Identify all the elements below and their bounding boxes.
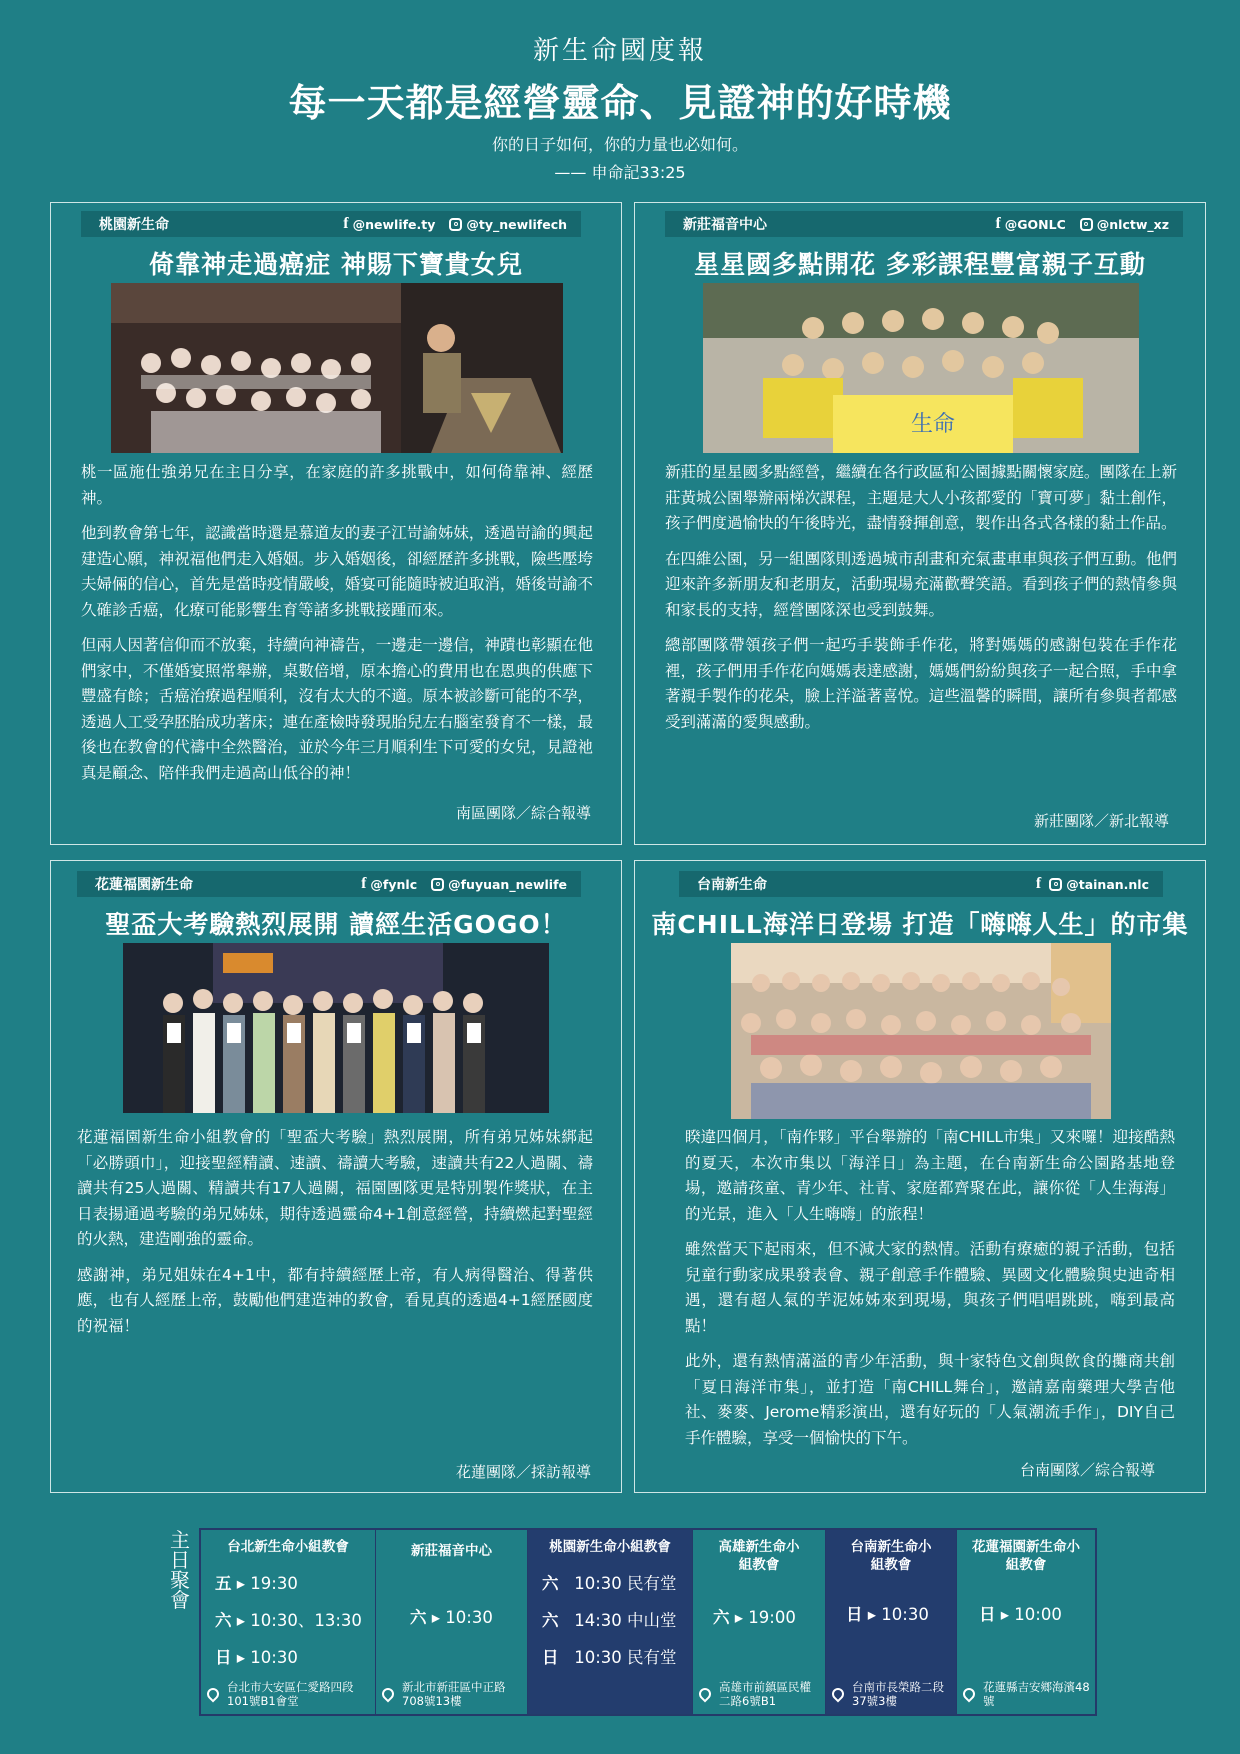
article-photo — [111, 283, 563, 453]
schedule-address: 高雄市前鎮區民權二路6號B1 — [699, 1680, 821, 1708]
schedule-address: 台南市長榮路二段37號3樓 — [832, 1680, 952, 1708]
article-paragraph: 但兩人因著信仰而不放棄，持續向神禱告，一邊走一邊信，神蹟也彰顯在他們家中，不僅婚宴照常舉辦，桌數倍增，原本擔心的費用也在恩典的供應下豐盛有餘；舌癌治療過程順利，沒有太大的不適。原本被診斷可能的不孕，透過人工受孕胚胎成功著床；連在產檢時發現胎兒左右腦室發育不一樣，最後也在教會的代禱中全然醫治，並於今年三月順利生下可愛的女兒，見證祂真是顧念、陪伴我們走過高山低谷的神！ — [81, 636, 593, 782]
article-byline: 新莊團隊／新北報導 — [1033, 812, 1169, 830]
article-photo — [123, 943, 549, 1113]
article-paragraph: 雖然當天下起雨來，但不減大家的熱情。活動有療癒的親子活動，包括兒童行動家成果發表會、親子創意手作體驗、異國文化體驗與史迪奇相遇，還有超人氣的芋泥姊姊來到現場，與孩子們唱唱跳跳，嗨到最高點！ — [685, 1240, 1175, 1335]
schedule-row: 六 ▸ 10:30 — [410, 1608, 493, 1627]
article-title: 倚靠神走過癌症 神賜下寶貴女兒 — [149, 250, 523, 279]
schedule-address: 花蓮縣吉安鄉海濱48號 — [963, 1680, 1091, 1708]
article-byline: 南區團隊／綜合報導 — [455, 804, 591, 822]
article-tag-bar — [665, 211, 1183, 237]
social-handles[interactable]: f @tainan.nlc — [1035, 875, 1149, 892]
instagram-handle[interactable]: @nlctw_xz — [1080, 217, 1169, 232]
schedule-church-name: 花蓮福園新生命小組教會 — [972, 1539, 1080, 1573]
location-pin-icon — [830, 1686, 847, 1703]
instagram-handle[interactable]: @ty_newlifech — [449, 217, 567, 232]
article-title: 聖盃大考驗熱烈展開 讀經生活GOGO！ — [105, 910, 567, 939]
instagram-icon — [431, 878, 444, 891]
article-tag-bar — [77, 871, 581, 897]
schedule-row: 日 10:30 民有堂 — [542, 1648, 677, 1667]
article-paragraph: 他到教會第七年，認識當時還是慕道友的妻子江岢諭姊妹，透過岢諭的興起建造心願，神祝福他們走入婚姻。步入婚姻後，卻經歷許多挑戰，險些壓垮夫婦倆的信心，首先是當時疫情嚴峻，婚宴可能隨時被迫取消，婚後岢諭不久確診舌癌，化療可能影響生育等諸多挑戰接踵而來。 — [81, 524, 593, 619]
schedule-column-taoyuan — [528, 1530, 693, 1714]
facebook-icon: f — [995, 215, 1001, 232]
location-pin-icon — [697, 1686, 714, 1703]
church-name: 花蓮福園新生命 — [95, 877, 193, 893]
schedule-church-name: 台南新生命小組教會 — [850, 1539, 932, 1573]
schedule-column-hualien — [957, 1530, 1095, 1714]
article-paragraph: 在四維公園，另一組團隊則透過城市刮畫和充氣畫車車與孩子們互動。他們迎來許多新朋友和老朋友，活動現場充滿歡聲笑語。看到孩子們的熱情參與和家長的支持，經營團隊深也受到鼓舞。 — [665, 549, 1177, 619]
church-name: 桃園新生命 — [99, 217, 169, 233]
church-name: 新莊福音中心 — [683, 217, 767, 233]
schedule-column-taipei — [201, 1530, 376, 1714]
facebook-icon: f — [361, 875, 367, 892]
article-paragraph: 新莊的星星國多點經營，繼續在各行政區和公園據點關懷家庭。團隊在上新莊黃城公園舉辦兩梯次課程，主題是大人小孩都愛的「寶可夢」黏土創作，孩子們度過愉快的午後時光，盡情發揮創意，製作出各式各樣的黏土作品。 — [665, 463, 1177, 532]
schedule-church-name: 新莊福音中心 — [411, 1543, 492, 1559]
article-tag-bar — [679, 871, 1163, 897]
article-body — [81, 460, 593, 796]
article-paragraph: 花蓮福園新生命小組教會的「聖盃大考驗」熱烈展開，所有弟兄姊妹綁起「必勝頭巾」，迎接聖經精讀、速讀、禱讀大考驗，速讀共有22人過關、禱讀共有25人過關、精讀共有17人過關，福園團隊更是特別製作獎狀，在主日表揚通過考驗的弟兄姊妹，期待透過靈命4+1創意經營，持續燃起對聖經的火熱，建造剛強的靈命。 — [77, 1128, 593, 1248]
article-title: 星星國多點開花 多彩課程豐富親子互動 — [694, 250, 1146, 279]
facebook-icon: f — [1035, 875, 1042, 892]
article-taoyuan — [50, 202, 622, 845]
article-tag-bar — [81, 211, 581, 237]
schedule-row: 六 ▸ 19:00 — [713, 1608, 796, 1627]
scripture-quote: 你的日子如何，你的力量也必如何。 — [491, 135, 748, 154]
banner-text: 生命 — [910, 412, 956, 437]
instagram-icon — [449, 218, 462, 231]
schedule-church-name: 高雄新生命小組教會 — [718, 1539, 800, 1573]
page-headline: 每一天都是經營靈命、見證神的好時機 — [288, 81, 952, 125]
facebook-handle[interactable]: f @GONLC — [995, 215, 1066, 232]
church-name: 台南新生命 — [697, 877, 767, 893]
article-paragraph: 桃一區施仕強弟兄在主日分享，在家庭的許多挑戰中，如何倚靠神、經歷神。 — [81, 463, 593, 507]
schedule-column-xinzhuang — [376, 1530, 528, 1714]
article-title: 南CHILL海洋日登場 打造「嗨嗨人生」的市集 — [651, 910, 1189, 939]
schedule-row: 五 ▸ 19:30 — [215, 1574, 298, 1593]
article-paragraph: 睽違四個月，「南作夥」平台舉辦的「南CHILL市集」又來囉！迎接酷熱的夏天，本次市集以「海洋日」為主題，在台南新生命公園路基地登場，邀請孩童、青少年、社青、家庭都齊聚在此，讓你從「人生海海」的光景，進入「人生嗨嗨」的旅程！ — [685, 1128, 1175, 1223]
schedule-row: 日 ▸ 10:30 — [215, 1648, 298, 1667]
article-body — [685, 1125, 1175, 1461]
location-pin-icon — [205, 1686, 222, 1703]
schedule-row: 六 14:30 中山堂 — [542, 1611, 677, 1630]
location-pin-icon — [380, 1686, 397, 1703]
article-byline: 台南團隊／綜合報導 — [1019, 1461, 1155, 1479]
schedule-row: 六 10:30 民有堂 — [542, 1574, 677, 1593]
instagram-icon — [1049, 878, 1062, 891]
article-paragraph: 總部團隊帶領孩子們一起巧手裝飾手作花，將對媽媽的感謝包裝在手作花裡，孩子們用手作花向媽媽表達感謝，媽媽們紛紛與孩子一起合照，手中拿著親手製作的花朵，臉上洋溢著喜悅。這些溫馨的瞬間，讓所有參與者都感受到滿滿的愛與感動。 — [665, 636, 1177, 731]
article-byline: 花蓮團隊／採訪報導 — [455, 1463, 591, 1481]
article-paragraph: 此外，還有熱情滿溢的青少年活動，與十家特色文創與飲食的攤商共創「夏日海洋市集」，並打造「南CHILL舞台」，邀請嘉南藥理大學吉他社、麥麥、Jerome精彩演出，還有好玩的「人氣潮流手作」，DIY自己手作體驗，享受一個愉快的下午。 — [685, 1352, 1175, 1447]
schedule-address: 新北市新莊區中正路708號13樓 — [382, 1680, 523, 1708]
facebook-handle[interactable]: f @fynlc — [361, 875, 418, 892]
scripture-reference: —— 申命記33:25 — [554, 163, 686, 182]
schedule-church-name: 台北新生命小組教會 — [227, 1539, 349, 1555]
schedule-column-tainan — [826, 1530, 957, 1714]
schedule-column-kaohsiung — [693, 1530, 826, 1714]
article-body — [665, 460, 1177, 745]
facebook-handle[interactable]: f @newlife.ty — [343, 215, 436, 232]
instagram-icon — [1080, 218, 1093, 231]
article-hualien — [50, 860, 622, 1493]
schedule-church-name: 桃園新生命小組教會 — [549, 1539, 671, 1555]
article-xinzhuang — [634, 202, 1206, 845]
article-photo — [731, 943, 1111, 1119]
sunday-service-vertical-title: 主日聚會 — [170, 1528, 190, 1612]
article-paragraph: 感謝神，弟兄姐妹在4+1中，都有持續經歷上帝，有人病得醫治、得著供應，也有人經歷上帝，鼓勵他們建造神的教會，看見真的透過4+1經歷國度的祝福！ — [77, 1265, 593, 1335]
article-body — [77, 1125, 593, 1349]
publication-name: 新生命國度報 — [532, 36, 707, 66]
schedule-row: 日 ▸ 10:30 — [846, 1605, 929, 1624]
service-schedule — [199, 1528, 1097, 1716]
article-tainan — [634, 860, 1206, 1493]
location-pin-icon — [961, 1686, 978, 1703]
facebook-icon: f — [343, 215, 349, 232]
article-photo — [703, 283, 1139, 453]
instagram-handle[interactable]: @fuyuan_newlife — [431, 877, 567, 892]
schedule-row: 日 ▸ 10:00 — [979, 1605, 1062, 1624]
schedule-address: 台北市大安區仁愛路四段101號B1會堂 — [207, 1680, 371, 1708]
schedule-row: 六 ▸ 10:30、13:30 — [215, 1611, 362, 1630]
